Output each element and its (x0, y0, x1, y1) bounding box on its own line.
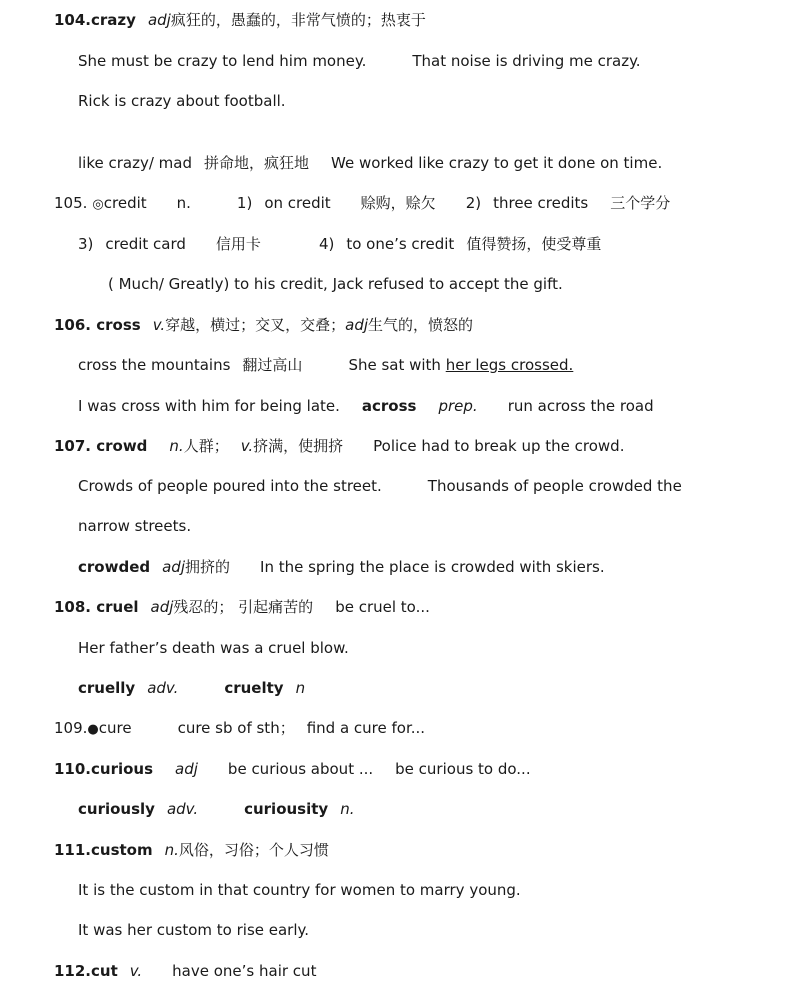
definition: 疯狂的，愚蠢的，非常气愤的；热衷于 (170, 11, 426, 29)
phrase: have one’s hair cut (172, 962, 317, 980)
headword: 106. cross (54, 316, 141, 334)
part-of-speech: n. (176, 194, 191, 212)
sense-translation: 信用卡 (215, 235, 261, 253)
phrase-translation: 翻过高山 (242, 356, 303, 374)
entry-106-example-line (78, 355, 573, 375)
part-of-speech: adj (150, 598, 174, 616)
example-sentence: In the spring the place is crowded with skiers. (260, 558, 605, 576)
example-sentence: narrow streets. (78, 517, 192, 535)
phrase: be curious about ... (227, 760, 374, 778)
related-word: curiously (78, 800, 155, 818)
entry-108-example-line (78, 638, 349, 658)
definition: 风俗，习俗；个人习惯 (178, 841, 329, 859)
headword: 108. cruel (54, 598, 139, 616)
part-of-speech: n. (164, 841, 179, 859)
part-of-speech: n. (169, 437, 184, 455)
related-word: cruelly (78, 679, 136, 697)
sense-phrase: three credits (493, 194, 589, 212)
sense-number: 2) (465, 194, 482, 212)
part-of-speech: adj (147, 11, 171, 29)
definition: 残忍的； 引起痛苦的 (173, 598, 314, 616)
entry-107-related-line (78, 557, 605, 577)
definition: 拥挤的 (185, 558, 231, 576)
entry-104-example-line (78, 51, 641, 71)
sense-translation: 赊购，赊欠 (360, 194, 436, 212)
part-of-speech: v. (129, 962, 143, 980)
entry-108-heading (54, 597, 430, 617)
entry-108-related-line (78, 678, 305, 698)
bullet-icon: ● (87, 722, 99, 737)
example-sentence: ( Much/ Greatly) to his credit, Jack refused to accept the gift. (108, 275, 563, 293)
entry-107-example-line (78, 516, 191, 536)
entry-111-example-line (78, 880, 521, 900)
part-of-speech: n. (340, 800, 355, 818)
headword: credit (103, 194, 147, 212)
related-word: curiousity (244, 800, 329, 818)
sense-phrase: credit card (105, 235, 186, 253)
example-phrase: run across the road (507, 397, 654, 415)
definition: 人群； (183, 437, 229, 455)
part-of-speech: adj (175, 760, 198, 778)
entry-105-senses-line (78, 234, 601, 254)
part-of-speech: n (295, 679, 306, 697)
entry-104-heading (54, 10, 426, 30)
example-sentence: She sat with (348, 356, 446, 374)
entry-106-heading (54, 315, 473, 335)
phrase: like crazy/ mad (78, 154, 192, 172)
sense-number: 4) (318, 235, 335, 253)
related-word: crowded (78, 558, 151, 576)
entry-109-heading (54, 718, 425, 738)
headword: 112.cut (54, 962, 118, 980)
example-sentence: Police had to break up the crowd. (373, 437, 625, 455)
example-sentence: I was cross with him for being late. (78, 397, 340, 415)
sense-translation: 三个学分 (610, 194, 671, 212)
entry-105-example-line (108, 274, 563, 294)
related-word: cruelty (224, 679, 284, 697)
entry-104-example-line (78, 91, 286, 111)
definition: 挤满，使拥挤 (253, 437, 344, 455)
part-of-speech: v. (240, 437, 254, 455)
definition: 生气的，愤怒的 (368, 316, 474, 334)
phrase: cure sb of sth； (177, 719, 295, 737)
phrase-translation: 拼命地，疯狂地 (204, 154, 310, 172)
sense-number: 1) (236, 194, 253, 212)
headword: 104.crazy (54, 11, 136, 29)
example-phrase: cross the mountains (78, 356, 231, 374)
example-sentence: It was her custom to rise early. (78, 921, 310, 939)
part-of-speech: prep. (438, 397, 478, 415)
example-sentence: Her father’s death was a cruel blow. (78, 639, 349, 657)
example-sentence: Crowds of people poured into the street. (78, 477, 382, 495)
phrase: be curious to do... (395, 760, 531, 778)
entry-105-heading (54, 193, 670, 213)
bullet-icon: ◎ (92, 197, 104, 212)
entry-number: 105. (54, 194, 88, 212)
part-of-speech: adv. (147, 679, 179, 697)
example-sentence: It is the custom in that country for women to marry young. (78, 881, 521, 899)
entry-number: 109. (54, 719, 88, 737)
entry-106-example-line (78, 396, 654, 416)
entry-110-heading (54, 759, 531, 779)
sense-translation: 值得赞扬，使受尊重 (466, 235, 602, 253)
part-of-speech: adj (162, 558, 185, 576)
example-sentence: That noise is driving me crazy. (412, 52, 641, 70)
entry-104-phrase-line (78, 153, 662, 173)
sense-number: 3) (78, 235, 94, 253)
example-sentence: We worked like crazy to get it done on time. (331, 154, 663, 172)
phrase: find a cure for... (306, 719, 426, 737)
headword: 111.custom (54, 841, 153, 859)
underlined-phrase: her legs crossed. (445, 356, 574, 374)
sense-phrase: on credit (264, 194, 331, 212)
entry-107-heading (54, 436, 624, 456)
part-of-speech: adj (345, 316, 369, 334)
related-word: across (361, 397, 417, 415)
entry-110-related-line (78, 799, 355, 819)
headword: 107. crowd (54, 437, 148, 455)
example-sentence: She must be crazy to lend him money. (78, 52, 367, 70)
definition: 穿越，横过；交叉，交叠； (165, 316, 346, 334)
example-sentence: Rick is crazy about football. (78, 92, 286, 110)
sense-phrase: to one’s credit (346, 235, 455, 253)
part-of-speech: v. (152, 316, 166, 334)
headword: 110.curious (54, 760, 154, 778)
entry-111-heading (54, 840, 329, 860)
entry-107-example-line (78, 476, 682, 496)
headword: cure (98, 719, 132, 737)
example-sentence: Thousands of people crowded the (427, 477, 682, 495)
phrase: be cruel to... (335, 598, 430, 616)
part-of-speech: adv. (166, 800, 199, 818)
entry-112-heading (54, 961, 316, 981)
entry-111-example-line (78, 920, 309, 940)
